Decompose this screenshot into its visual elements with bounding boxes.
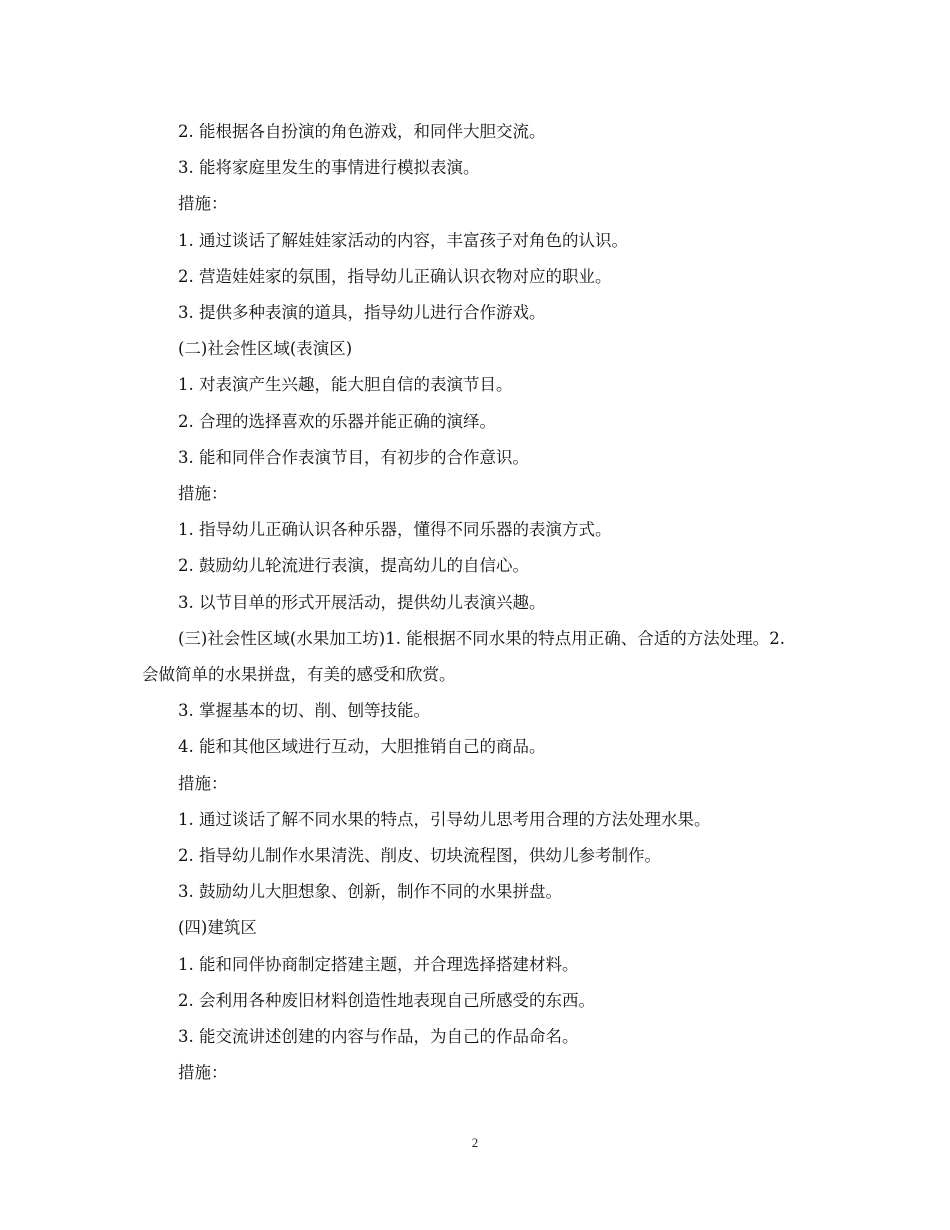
- page-number: 2: [471, 1135, 479, 1150]
- paragraph: 3. 能将家庭里发生的事情进行模拟表演。: [178, 158, 480, 178]
- paragraph: 2. 指导幼儿制作水果清洗、削皮、切块流程图，供幼儿参考制作。: [178, 846, 661, 866]
- paragraph: 3. 提供多种表演的道具，指导幼儿进行合作游戏。: [178, 303, 546, 323]
- section-heading-building-area: (四)建筑区: [178, 918, 257, 938]
- paragraph: 3. 能交流讲述创建的内容与作品，为自己的作品命名。: [178, 1027, 579, 1047]
- section-heading-performance-area: (二)社会性区域(表演区): [178, 339, 353, 359]
- paragraph: 3. 能和同伴合作表演节目，有初步的合作意识。: [178, 447, 529, 467]
- paragraph: 1. 通过谈话了解不同水果的特点，引导幼儿思考用合理的方法处理水果。: [178, 809, 711, 829]
- paragraph: 1. 指导幼儿正确认识各种乐器，懂得不同乐器的表演方式。: [178, 520, 612, 540]
- paragraph: 2. 能根据各自扮演的角色游戏，和同伴大胆交流。: [178, 122, 546, 141]
- paragraph: 4. 能和其他区域进行互动，大胆推销自己的商品。: [178, 737, 546, 757]
- paragraph: 1. 能和同伴协商制定搭建主题，并合理选择搭建材料。: [178, 954, 579, 974]
- paragraph-heading-measures: 措施：: [178, 194, 228, 214]
- paragraph: 2. 鼓励幼儿轮流进行表演，提高幼儿的自信心。: [178, 556, 529, 576]
- section-heading-fruit-workshop: (三)社会性区域(水果加工坊)1. 能根据不同水果的特点用正确、合适的方法处理。2. 会做简单的水果拼盘，有美的感受和欣赏。: [142, 628, 785, 685]
- paragraph: 1. 通过谈话了解娃娃家活动的内容，丰富孩子对角色的认识。: [178, 230, 628, 250]
- paragraph: 2. 营造娃娃家的氛围，指导幼儿正确认识衣物对应的职业。: [178, 266, 612, 286]
- paragraph-heading-measures: 措施：: [178, 773, 228, 793]
- paragraph: 3. 以节目单的形式开展活动，提供幼儿表演兴趣。: [178, 592, 546, 612]
- paragraph: 2. 会利用各种废旧材料创造性地表现自己所感受的东西。: [178, 990, 595, 1010]
- paragraph-heading-measures: 措施：: [178, 1063, 228, 1083]
- paragraph: 1. 对表演产生兴趣，能大胆自信的表演节目。: [178, 375, 513, 395]
- paragraph: 3. 鼓励幼儿大胆想象、创新，制作不同的水果拼盘。: [178, 882, 562, 902]
- document-body: [142, 114, 802, 1091]
- paragraph-heading-measures: 措施：: [178, 484, 228, 504]
- paragraph: 2. 合理的选择喜欢的乐器并能正确的演绎。: [178, 411, 496, 431]
- paragraph: 3. 掌握基本的切、削、刨等技能。: [178, 701, 430, 721]
